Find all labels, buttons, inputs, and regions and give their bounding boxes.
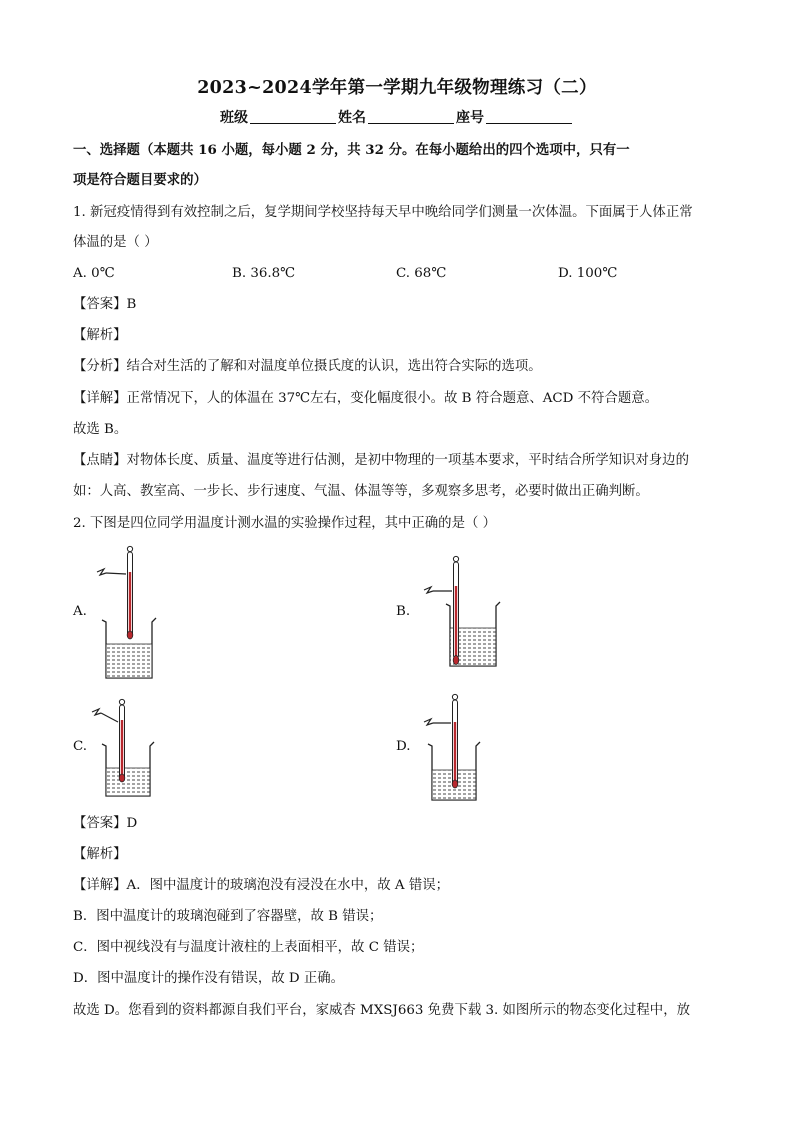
eye-icon-d [424, 719, 451, 725]
thermometer-figure-d [418, 692, 508, 804]
figure-label-d: D. [396, 739, 411, 754]
water-a [107, 644, 152, 678]
q1-conclusion: 故选 B。 [73, 422, 128, 437]
q1-analysis-title: 【解析】 [73, 328, 127, 343]
q2-answer: 【答案】D [73, 816, 138, 831]
q1-stem-line1: 1. 新冠疫情得到有效控制之后，复学期间学校坚持每天早中晚给同学们测量一次体温。下面属于人体正常 [73, 205, 693, 220]
figure-label-b: B. [396, 604, 411, 619]
q2-detail-b: B．图中温度计的玻璃泡碰到了容器壁，故 B 错误； [73, 909, 383, 924]
q2-detail-d: D．图中温度计的操作没有错误，故 D 正确。 [73, 971, 345, 986]
student-info-line [0, 107, 794, 127]
q1-option-c: C. 68℃ [396, 266, 447, 281]
thermometer-figure-a [92, 542, 162, 682]
q1-option-d: D. 100℃ [558, 266, 618, 281]
name-blank[interactable] [368, 109, 454, 124]
q1-option-b: B. 36.8℃ [232, 266, 296, 281]
eye-icon-a [97, 569, 126, 575]
figure-label-a: A. [73, 604, 87, 619]
q2-detail-c: C．图中视线没有与温度计液柱的上表面相平，故 C 错误； [73, 940, 424, 955]
water-c [107, 768, 150, 796]
q1-dianjing-line2: 如：人高、教室高、一步长、步行速度、气温、体温等等，多观察多思考，必要时做出正确判断。 [73, 484, 649, 499]
q2-analysis-title: 【解析】 [73, 847, 127, 862]
q1-fenxi: 【分析】结合对生活的了解和对温度单位摄氏度的认识，选出符合实际的选项。 [73, 359, 542, 374]
q1-option-a: A. 0℃ [73, 266, 115, 281]
q2-stem: 2. 下图是四位同学用温度计测水温的实验操作过程，其中正确的是（ ） [73, 516, 497, 531]
q2-last-line: 故选 D。您看到的资料都源自我们平台，家威杏 MXSJ663 免费下载 3. 如图所示的物态变化过程中，放 [73, 1003, 690, 1018]
q1-xiangjie: 【详解】正常情况下，人的体温在 37℃左右，变化幅度很小。故 B 符合题意、ACD 不符合题意。 [73, 391, 658, 406]
name-label: 姓名 [338, 110, 366, 126]
thermometer-figure-c [92, 694, 162, 804]
figure-label-c: C. [73, 739, 88, 754]
page-title: 2023~2024学年第一学期九年级物理练习（二） [197, 78, 597, 98]
class-blank[interactable] [250, 109, 336, 124]
thermometer-figure-b [418, 554, 508, 674]
eye-icon-c [92, 709, 118, 722]
q1-answer: 【答案】B [73, 297, 137, 312]
eye-icon-b [424, 587, 452, 593]
seat-label: 座号 [456, 110, 484, 126]
section-heading-line1: 一、选择题（本题共 16 小题，每小题 2 分，共 32 分。在每小题给出的四个选项中，只有一 [73, 142, 630, 158]
q2-detail-a: 【详解】A．图中温度计的玻璃泡没有浸没在水中，故 A 错误； [73, 878, 450, 893]
seat-blank[interactable] [486, 109, 572, 124]
q1-stem-line2: 体温的是（ ） [73, 235, 158, 250]
q1-dianjing-line1: 【点睛】对物体长度、质量、温度等进行估测，是初中物理的一项基本要求，平时结合所学知识对身边的 [73, 453, 689, 468]
class-label: 班级 [220, 110, 248, 126]
section-heading-line2: 项是符合题目要求的） [73, 172, 207, 188]
